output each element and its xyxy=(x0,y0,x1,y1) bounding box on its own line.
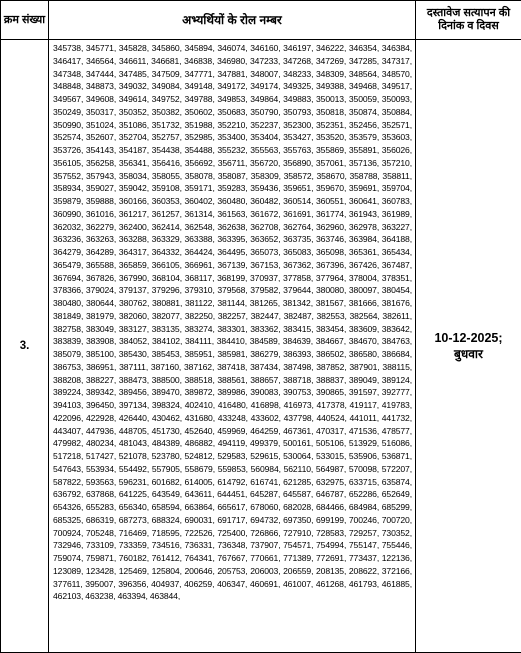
table-row xyxy=(1,40,521,653)
serial-header: क्रम संख्या xyxy=(1,1,49,40)
serial-number: 3. xyxy=(1,40,49,653)
verification-date: 10-12-2025; xyxy=(434,331,503,345)
roll-numbers-header: अभ्यर्थियों के रोल नम्बर xyxy=(49,1,416,40)
verification-day: बुधवार xyxy=(454,347,483,361)
verification-date-cell xyxy=(416,40,521,653)
roll-numbers-list: 345738, 345771, 345828, 345860, 345894, 346074, 346160, 346197, 346222, 346354, 346384, 346417, 346564, 346611, 346681, 346838, 346980, 347233, 347268, 347269, 347285, 347317, 347348, 347444, 347485, 347509, 347771, 347881, 348007, 348233, 348309, 348564, 348570, 348848, 348873, 349032, 349084, 349148, 349172, 349174, 349325, 349388, 349468, 349517, 349567, 349608, 349614, 349752, 349788, 349853, 349864, 349883, 350013, 350059, 350093, 350249, 350317, 350352, 350382, 350602, 350683, 350790, 350793, 350818, 350874, 350884, 350990, 351024, 351086, 351732, 351988, 352210, 352237, 352300, 352351, 352456, 352571, 352574, 352607, 352704, 352757, 352985, 353400, 353404, 353427, 353520, 353579, 353603, 353726, 354143, 354187, 354438, 354488, 355232, 355563, 355763, 355869, 355891, 356026, 356105, 356258, 356341, 356416, 356692, 356711, 356720, 356890, 357061, 357136, 357210, 357552, 357943, 358034, 358055, 358078, 358087, 358309, 358572, 358670, 358788, 358811, 358934, 359027, 359042, 359108, 359171, 359283, 359436, 359651, 359670, 359691, 359704, 359879, 359888, 360166, 360353, 360402, 360480, 360482, 360514, 360551, 360641, 360783, 360990, 361016, 361217, 361257, 361314, 361563, 361672, 361691, 361774, 361943, 361989, 362032, 362279, 362400, 362414, 362548, 362638, 362708, 362764, 362960, 362978, 363227, 363236, 363263, 363288, 363329, 363388, 363395, 363652, 363735, 363746, 363984, 364188, 364279, 364289, 364317, 364332, 364424, 364495, 365073, 365083, 365098, 365361, 365434, 365479, 365588, 365859, 366105, 366961, 367139, 367153, 367362, 367396, 367426, 367487, 367694, 367826, 367990, 368104, 368117, 368199, 370937, 377858, 377964, 378004, 378351, 378366, 379024, 379137, 379296, 379310, 379568, 379582, 379644, 380080, 380097, 380454, 380480, 380644, 380762, 380881, 381122, 381144, 381265, 381342, 381567, 381666, 381676, 381849, 381979, 382060, 382077, 382250, 382257, 382447, 382487, 382553, 382564, 382611, 382758, 383049, 383127, 383135, 383274, 383301, 383362, 383415, 383454, 383609, 383642, 383839, 383908, 384052, 384102, 384111, 384410, 384589, 384639, 384667, 384670, 384763, 385079, 385100, 385430, 385453, 385951, 385981, 386279, 386393, 386502, 386580, 386684, 386753, 386951, 387111, 387160, 387162, 387418, 387434, 387498, 387852, 387901, 388115, 388208, 388227, 388473, 388500, 388518, 388561, 388657, 388718, 388837, 389049, 389124, 389224, 389342, 389456, 389470, 389872, 389986, 390083, 390753, 390865, 391597, 392777, 394103, 396450, 397134, 398324, 402410, 416480, 416898, 416973, 417378, 419117, 419783, 422096, 422928, 426440, 430462, 431680, 433248, 433602, 437798, 440524, 441011, 441732, 443407, 447936, 448705, 451730, 452640, 459969, 464259, 467361, 470317, 471536, 478577, 479982, 480234, 481043, 484389, 486882, 494119, 499379, 500161, 505106, 513929, 516086, 517218, 517427, 521078, 523780, 524812, 529583, 529615, 530064, 533015, 535906, 536871, 547643, 553934, 554492, 557905, 558679, 559853, 560984, 562110, 564987, 570098, 572207, 587822, 593563, 596231, 601682, 614005, 614792, 616741, 621285, 632975, 633715, 635874, 636792, 637868, 641225, 643549, 643611, 644451, 645287, 645587, 646787, 652286, 652649, 654326, 655283, 656340, 658594, 663864, 665617, 678060, 682028, 684466, 684984, 685299, 685325, 686319, 687273, 688324, 690031, 691717, 694732, 697350, 699199, 700246, 700720, 700924, 705248, 716469, 718595, 722526, 725400, 726866, 727910, 728583, 729257, 730352, 732946, 733109, 733359, 734516, 736331, 736348, 737907, 754571, 754994, 755147, 755446, 759074, 759871, 760182, 761412, 764341, 767667, 770661, 771389, 772691, 773437, 122136, 123089, 123428, 125469, 125804, 200646, 205753, 206003, 206559, 208135, 208622, 372166, 377611, 395007, 396356, 404937, 406259, 406347, 460691, 461007, 461268, 461793, 461885, 462103, 463238, 463394, 463844, xyxy=(49,40,416,653)
verification-date-header: दस्तावेज सत्यापन की दिनांक व दिवस xyxy=(416,1,521,40)
header-row xyxy=(1,1,521,40)
